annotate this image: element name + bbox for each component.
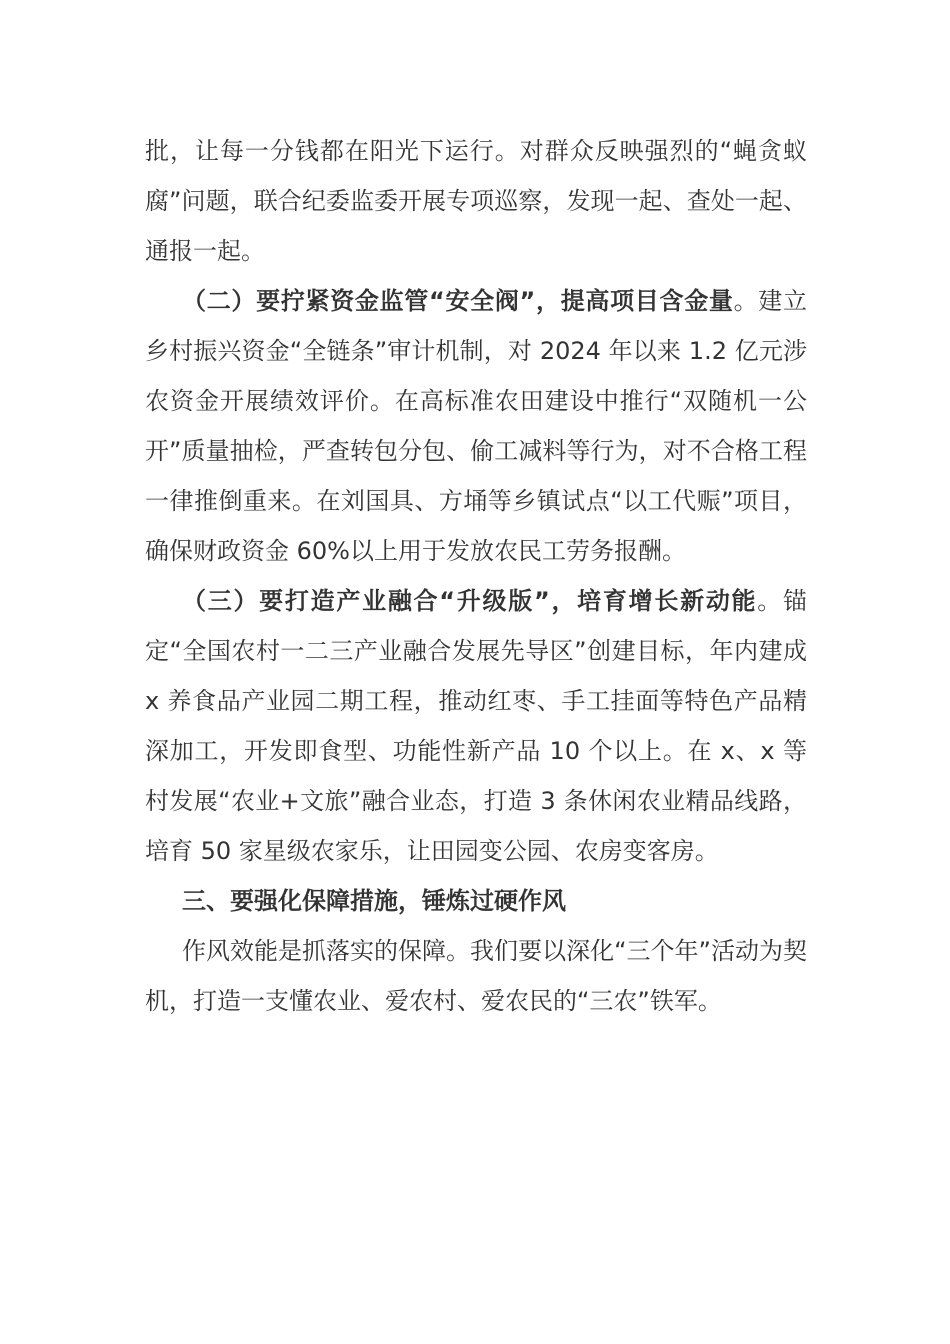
paragraph-fund-regulation-lead: （二）要拧紧资金监管“安全阀”，提高项目含金量 xyxy=(182,287,734,315)
section-heading-three xyxy=(145,876,807,926)
paragraph-industry-integration xyxy=(145,576,807,876)
paragraph-fund-regulation xyxy=(145,276,807,576)
paragraph-fund-regulation-text: 。建立乡村振兴资金“全链条”审计机制，对 2024 年以来 1.2 亿元涉农资金开展绩效评价。在高标准农田建设中推行“双随机一公开”质量抽检，严查转包分包、偷工减料等行为，对不合格工程一律推倒重来。在刘国具、方埇等乡镇试点“以工代赈”项目，确保财政资金 60%以上用于发放农民工劳务报酬。 xyxy=(145,287,808,565)
paragraph-supervision-text: 批，让每一分钱都在阳光下运行。对群众反映强烈的“蝇贪蚁腐”问题，联合纪委监委开展专项巡察，发现一起、查处一起、通报一起。 xyxy=(145,137,807,265)
document-page xyxy=(145,126,807,1026)
paragraph-industry-integration-lead: （三）要打造产业融合“升级版”，培育增长新动能 xyxy=(182,587,758,615)
paragraph-work-style xyxy=(145,926,807,1026)
section-heading-three-text: 三、要强化保障措施，锤炼过硬作风 xyxy=(182,887,566,915)
paragraph-work-style-text: 作风效能是抓落实的保障。我们要以深化“三个年”活动为契机，打造一支懂农业、爱农村、爱农民的“三农”铁军。 xyxy=(145,937,807,1015)
paragraph-industry-integration-text: 。锚定“全国农村一二三产业融合发展先导区”创建目标，年内建成 x 养食品产业园二期工程，推动红枣、手工挂面等特色产品精深加工，开发即食型、功能性新产品 10 个以上。在 x、x 等村发展“农业+文旅”融合业态，打造 3 条休闲农业精品线路，培育 50 家星级农家乐，让田园变公园、农房变客房。 xyxy=(145,587,808,865)
paragraph-supervision xyxy=(145,126,807,276)
